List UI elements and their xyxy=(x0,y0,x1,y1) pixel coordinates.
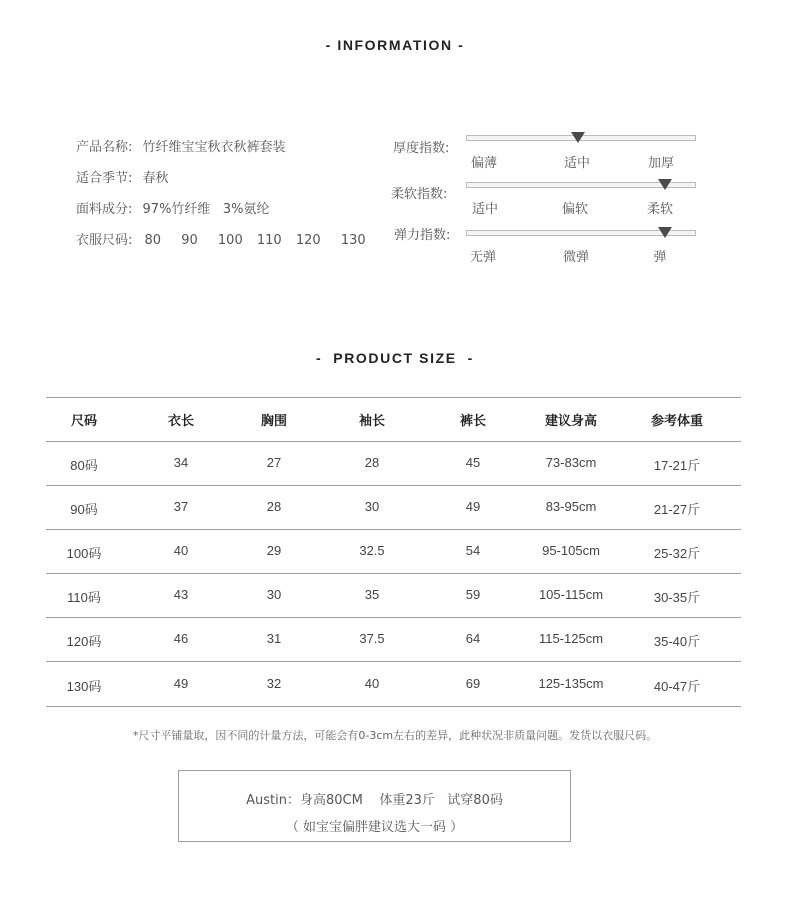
table-cell: 59 xyxy=(465,587,481,602)
table-cell: 28 xyxy=(364,455,380,470)
table-cell: 105-115cm xyxy=(538,587,604,602)
model-info-line: Austin：身高80CM 体重23斤 试穿80码 xyxy=(246,793,503,808)
table-header-cell: 尺码 xyxy=(70,414,97,429)
table-cell: 30 xyxy=(266,587,282,602)
table-cell: 17-21斤 xyxy=(653,458,701,473)
table-cell: 40 xyxy=(364,675,380,691)
softness-gauge-label: 柔软指数: xyxy=(391,187,448,202)
table-cell: 120码 xyxy=(66,634,102,649)
table-cell: 110码 xyxy=(67,590,101,605)
size-90: 90 xyxy=(181,233,198,248)
table-cell: 40-47斤 xyxy=(653,678,701,694)
table-cell: 54 xyxy=(465,543,481,558)
size-100: 100 xyxy=(217,233,243,248)
softness-tick-medium: 适中 xyxy=(471,202,498,217)
table-cell: 125-135cm xyxy=(538,675,604,691)
thickness-gauge-label: 厚度指数: xyxy=(393,141,450,156)
table-cell: 21-27斤 xyxy=(653,502,701,517)
table-cell: 25-32斤 xyxy=(653,546,701,561)
product-name-value: 竹纤维宝宝秋衣秋裤套装 xyxy=(142,140,286,155)
table-header-cell: 衣长 xyxy=(167,414,194,429)
table-cell: 46 xyxy=(173,631,189,646)
fabric-value: 97%竹纤维 3%氨纶 xyxy=(142,202,270,217)
size-row xyxy=(76,229,366,248)
table-cell: 43 xyxy=(173,587,189,602)
softness-tick-very-soft: 柔软 xyxy=(646,202,673,217)
table-cell: 30 xyxy=(364,499,380,514)
thickness-tick-thick: 加厚 xyxy=(647,156,674,171)
table-cell: 100码 xyxy=(66,546,102,561)
fabric-label: 面料成分: xyxy=(76,202,133,217)
table-cell: 73-83cm xyxy=(545,455,597,470)
fabric-row xyxy=(76,198,269,217)
table-header-cell: 参考体重 xyxy=(650,414,703,429)
table-divider xyxy=(46,397,741,398)
table-cell: 80码 xyxy=(70,458,98,473)
table-cell: 45 xyxy=(465,455,481,470)
elasticity-tick-elastic: 弹 xyxy=(653,250,667,265)
table-cell: 130码 xyxy=(66,678,102,694)
table-cell: 30-35斤 xyxy=(653,590,701,605)
table-divider xyxy=(46,661,741,662)
table-header-cell: 胸围 xyxy=(260,414,287,429)
table-cell: 49 xyxy=(173,675,189,691)
size-130: 130 xyxy=(340,233,366,248)
size-110: 110 xyxy=(256,233,282,248)
elasticity-tick-none: 无弹 xyxy=(469,250,496,265)
table-header-cell: 建议身高 xyxy=(544,414,597,429)
table-cell: 31 xyxy=(266,631,282,646)
season-label: 适合季节: xyxy=(76,171,133,186)
table-cell: 35-40斤 xyxy=(653,634,701,649)
table-header-cell: 袖长 xyxy=(358,414,385,429)
table-cell: 95-105cm xyxy=(542,543,600,558)
table-cell: 90码 xyxy=(70,502,98,517)
thickness-gauge-marker xyxy=(571,132,585,143)
product-name-label: 产品名称: xyxy=(76,140,133,155)
size-120: 120 xyxy=(295,233,321,248)
season-row xyxy=(76,167,169,186)
softness-gauge-marker xyxy=(658,179,672,190)
size-label: 衣服尺码: xyxy=(76,233,133,248)
table-cell: 40 xyxy=(173,543,189,558)
table-divider xyxy=(46,617,741,618)
table-cell: 49 xyxy=(465,499,481,514)
table-cell: 64 xyxy=(465,631,481,646)
table-divider xyxy=(46,706,741,707)
table-cell: 37 xyxy=(173,499,189,514)
table-cell: 28 xyxy=(266,499,282,514)
information-heading: - INFORMATION - xyxy=(325,37,465,53)
product-name-row xyxy=(76,136,286,155)
table-divider xyxy=(46,573,741,574)
softness-tick-soft: 偏软 xyxy=(561,202,588,217)
table-cell: 69 xyxy=(465,675,481,691)
table-cell: 83-95cm xyxy=(545,499,597,514)
elasticity-tick-slight: 微弹 xyxy=(562,250,589,265)
table-cell: 35 xyxy=(364,587,380,602)
elasticity-gauge-label: 弹力指数: xyxy=(394,228,451,243)
thickness-tick-thin: 偏薄 xyxy=(470,156,497,171)
model-advice-line: （ 如宝宝偏胖建议选大一码 ） xyxy=(285,820,464,835)
elasticity-gauge-marker xyxy=(658,227,672,238)
table-cell: 32 xyxy=(266,675,282,691)
table-cell: 27 xyxy=(266,455,282,470)
product-size-heading: - PRODUCT SIZE - xyxy=(316,350,474,366)
season-value: 春秋 xyxy=(142,171,169,186)
size-80: 80 xyxy=(144,233,162,248)
table-cell: 29 xyxy=(266,543,282,558)
table-cell: 32.5 xyxy=(359,543,385,558)
table-divider xyxy=(46,441,741,442)
model-info-box xyxy=(178,770,571,842)
table-divider xyxy=(46,529,741,530)
thickness-tick-medium: 适中 xyxy=(563,156,590,171)
table-cell: 34 xyxy=(173,455,189,470)
table-cell: 115-125cm xyxy=(538,631,604,646)
table-divider xyxy=(46,485,741,486)
table-cell: 37.5 xyxy=(359,631,385,646)
table-header-cell: 裤长 xyxy=(459,414,486,429)
measurement-note: *尺寸平铺量取，因不同的计量方法，可能会有0-3cm左右的差异，此种状况非质量问题。发货以衣服尺码。 xyxy=(132,729,658,742)
